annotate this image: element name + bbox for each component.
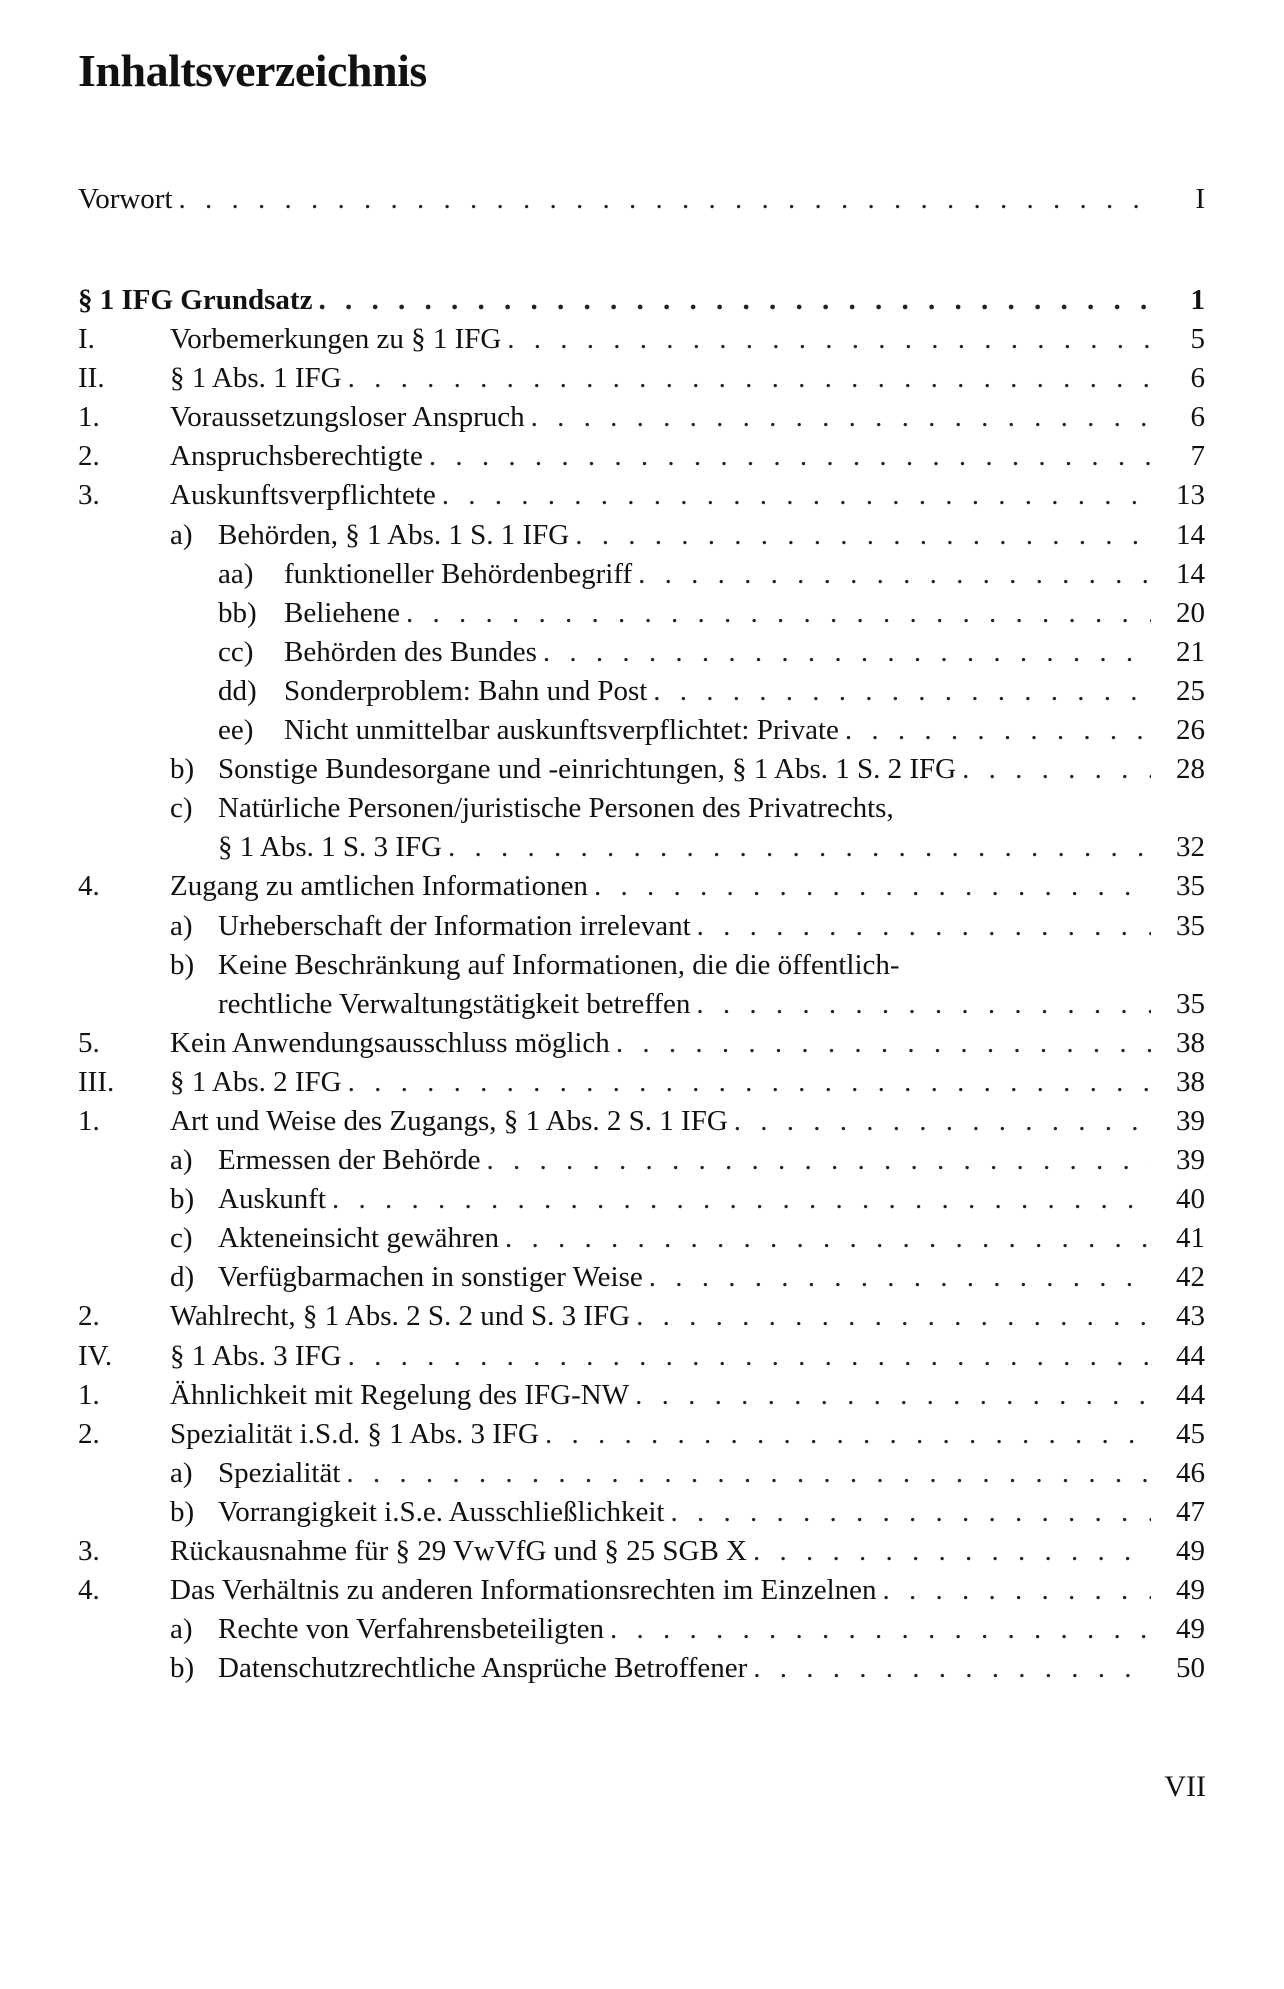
toc-entry-text: Auskunftsverpflichtete <box>170 479 436 512</box>
toc-entry <box>78 1610 1205 1649</box>
toc-entry-number: 2. <box>78 440 100 473</box>
toc-entry-page: 35 <box>1176 987 1205 1020</box>
toc-entry-number: ee) <box>218 714 254 747</box>
toc-entry-number: a) <box>170 1144 193 1177</box>
toc-entry-page: 6 <box>1190 401 1205 434</box>
toc-entry <box>78 281 1205 320</box>
toc-entry <box>78 1649 1205 1688</box>
toc-entry-number: 3. <box>78 1535 100 1567</box>
toc-entry <box>78 1219 1205 1258</box>
toc-entry <box>78 1493 1205 1532</box>
toc-entry-number: 3. <box>78 479 100 512</box>
toc-entry-text: Ermessen der Behörde <box>218 1144 481 1177</box>
toc-entry-text: § 1 Abs. 3 IFG <box>170 1339 342 1372</box>
dot-leader <box>845 711 1151 750</box>
toc-entry-text: Sonstige Bundesorgane und -einrichtungen, § 1 Abs. 1 S. 2 IFG <box>218 753 957 786</box>
toc-entry <box>78 555 1205 594</box>
toc-entry-page: 7 <box>1190 440 1205 473</box>
dot-leader <box>753 1532 1151 1571</box>
page-title: Inhaltsverzeichnis <box>78 45 427 96</box>
toc-entry-page: 25 <box>1176 674 1205 707</box>
dot-leader <box>332 1180 1151 1219</box>
toc-entry-page: 43 <box>1176 1300 1205 1333</box>
dot-leader <box>734 1102 1151 1141</box>
toc-entry-number: III. <box>78 1065 115 1098</box>
toc-entry <box>78 633 1205 672</box>
toc-entry <box>78 750 1205 789</box>
dot-leader <box>594 867 1151 906</box>
toc-entry-text: Kein Anwendungsausschluss möglich <box>170 1026 610 1059</box>
toc-entry-page: 47 <box>1176 1495 1205 1528</box>
toc-entry-text: Keine Beschränkung auf Informationen, die die öffentlich- <box>218 948 900 981</box>
toc-entry-text: § 1 Abs. 1 IFG <box>170 362 342 395</box>
toc-entry <box>78 1532 1205 1571</box>
dot-leader <box>507 320 1151 359</box>
toc-entry-page: 40 <box>1176 1183 1205 1216</box>
dot-leader <box>318 281 1151 320</box>
toc-entry-number: bb) <box>218 596 257 629</box>
dot-leader <box>753 1649 1151 1688</box>
toc-entry-number: 4. <box>78 870 100 903</box>
toc-entry-number: 1. <box>78 1378 100 1411</box>
toc-entry-number: 2. <box>78 1417 100 1450</box>
toc-entry-text: Rückausnahme für § 29 VwVfG und § 25 SGB X <box>170 1535 747 1567</box>
toc-entry-page: 20 <box>1176 596 1205 629</box>
toc-entry <box>78 1024 1205 1063</box>
toc-entry-page: 35 <box>1176 909 1205 942</box>
toc-entry-text: Beliehene <box>284 596 400 629</box>
toc-entry <box>78 946 1205 985</box>
dot-leader <box>653 672 1151 711</box>
toc-entry-number: b) <box>170 1652 195 1685</box>
toc-entry-number: d) <box>170 1261 195 1294</box>
toc-entry-number: a) <box>170 1613 193 1646</box>
toc-entry-page: 26 <box>1176 714 1205 747</box>
dot-leader <box>348 1063 1151 1102</box>
toc-entry-text: Verfügbarmachen in sonstiger Weise <box>218 1261 643 1294</box>
dot-leader <box>697 907 1151 946</box>
toc-entry-text: Spezialität i.S.d. § 1 Abs. 3 IFG <box>170 1417 539 1450</box>
toc-entry <box>78 1337 1205 1376</box>
toc-entry-text: § 1 Abs. 2 IFG <box>170 1065 342 1098</box>
toc-entry-number: a) <box>170 909 193 942</box>
toc-entry-number: cc) <box>218 635 254 668</box>
toc-entry <box>78 672 1205 711</box>
toc-entry-page: 44 <box>1176 1339 1205 1372</box>
toc-entry <box>78 711 1205 750</box>
toc-entry-vorwort <box>78 180 1205 219</box>
toc-entry-number: b) <box>170 753 195 786</box>
toc-entry <box>78 1454 1205 1493</box>
dot-leader <box>636 1297 1151 1336</box>
toc-entry-page: 28 <box>1176 753 1205 786</box>
toc-entry <box>78 594 1205 633</box>
toc-entry <box>78 1180 1205 1219</box>
toc-entry-page: 39 <box>1176 1104 1205 1137</box>
toc-entry-page: 42 <box>1176 1261 1205 1294</box>
toc-entry <box>78 1571 1205 1610</box>
toc-vorwort <box>78 180 1205 219</box>
dot-leader <box>505 1219 1151 1258</box>
toc-entry-page: 45 <box>1176 1417 1205 1450</box>
dot-leader <box>531 398 1151 437</box>
dot-leader <box>649 1258 1151 1297</box>
toc-entry-page: 21 <box>1176 635 1205 668</box>
dot-leader <box>487 1141 1151 1180</box>
toc-entry-text: Sonderproblem: Bahn und Post <box>284 674 648 707</box>
toc-entry-page: 1 <box>1190 284 1205 316</box>
toc-entry-number: I. <box>78 323 95 356</box>
dot-leader <box>575 516 1151 555</box>
toc-entry-page: 13 <box>1176 479 1205 512</box>
toc-entry-page: 49 <box>1176 1613 1205 1646</box>
dot-leader <box>406 594 1151 633</box>
toc-entry-text: Ähnlichkeit mit Regelung des IFG-NW <box>170 1378 630 1411</box>
toc-entry-text: Behörden, § 1 Abs. 1 S. 1 IFG <box>218 518 570 551</box>
toc-entry-text: Behörden des Bundes <box>284 635 537 668</box>
dot-leader <box>635 1376 1151 1415</box>
toc-entry-text: Natürliche Personen/juristische Personen des Privatrechts, <box>218 792 894 825</box>
toc-entry-page: I <box>1195 183 1205 215</box>
toc-entry-text: Anspruchsberechtigte <box>170 440 423 473</box>
toc-entry <box>78 1063 1205 1102</box>
toc-entry <box>78 1258 1205 1297</box>
toc-entry-page: 50 <box>1176 1652 1205 1685</box>
toc-entry-text: § 1 IFG Grundsatz <box>78 284 313 316</box>
dot-leader <box>962 750 1151 789</box>
dot-leader <box>348 1337 1151 1376</box>
toc-entry <box>78 398 1205 437</box>
toc-entry-page: 5 <box>1190 323 1205 356</box>
toc-entry <box>78 867 1205 906</box>
toc-entry-text: Zugang zu amtlichen Informationen <box>170 870 588 903</box>
toc-entry <box>78 1297 1205 1336</box>
dot-leader <box>670 1493 1151 1532</box>
toc-entry <box>78 320 1205 359</box>
dot-leader <box>545 1415 1151 1454</box>
toc-entry <box>78 1102 1205 1141</box>
toc-entry-page: 49 <box>1176 1574 1205 1607</box>
toc-entry-page: 44 <box>1176 1378 1205 1411</box>
toc-entry-number: 5. <box>78 1026 100 1059</box>
toc-entry-number: b) <box>170 1183 195 1216</box>
dot-leader <box>348 359 1151 398</box>
toc-entry-page: 39 <box>1176 1144 1205 1177</box>
toc-entry-text: funktioneller Behördenbegriff <box>284 557 633 590</box>
toc-entry-number: 2. <box>78 1300 100 1333</box>
toc-entry <box>78 985 1205 1024</box>
dot-leader <box>442 476 1151 515</box>
toc-entry-text: Akteneinsicht gewähren <box>218 1222 500 1255</box>
toc-entry <box>78 476 1205 515</box>
dot-leader <box>179 180 1151 219</box>
dot-leader <box>616 1024 1151 1063</box>
toc-entry <box>78 359 1205 398</box>
toc-entry-page: 14 <box>1176 557 1205 590</box>
toc-entry-text: Datenschutzrechtliche Ansprüche Betroffener <box>218 1652 748 1685</box>
toc-entry <box>78 828 1205 867</box>
toc-entry <box>78 907 1205 946</box>
toc-entry-text: Art und Weise des Zugangs, § 1 Abs. 2 S. 1 IFG <box>170 1104 728 1137</box>
toc-entry-page: 32 <box>1176 831 1205 864</box>
toc-entry-text: Vorbemerkungen zu § 1 IFG <box>170 323 502 356</box>
dot-leader <box>610 1610 1151 1649</box>
toc-entry-number: c) <box>170 792 193 825</box>
dot-leader <box>696 985 1151 1024</box>
toc-entry-number: 1. <box>78 401 100 434</box>
dot-leader <box>448 828 1151 867</box>
dot-leader <box>638 555 1151 594</box>
toc-entry-text: Rechte von Verfahrensbeteiligten <box>218 1613 604 1646</box>
toc-entry <box>78 437 1205 476</box>
toc-entry-text: Auskunft <box>218 1183 326 1216</box>
toc-entry-text: Spezialität <box>218 1456 341 1489</box>
toc-entry-page: 38 <box>1176 1026 1205 1059</box>
toc-entry-number: dd) <box>218 674 257 707</box>
toc-entry-number: a) <box>170 518 193 551</box>
toc-entry-number: 1. <box>78 1104 100 1137</box>
table-of-contents <box>78 281 1205 1688</box>
dot-leader <box>883 1571 1152 1610</box>
toc-entry-page: 35 <box>1176 870 1205 903</box>
toc-entry-page: 46 <box>1176 1456 1205 1489</box>
toc-entry-number: 4. <box>78 1574 100 1607</box>
toc-entry-text: Voraussetzungsloser Anspruch <box>170 401 525 434</box>
toc-entry-text: Wahlrecht, § 1 Abs. 2 S. 2 und S. 3 IFG <box>170 1300 631 1333</box>
toc-entry-text: Nicht unmittelbar auskunftsverpflichtet: Private <box>284 714 839 747</box>
page-number: VII <box>1164 1770 1206 1803</box>
toc-entry-number: b) <box>170 948 195 981</box>
toc-entry <box>78 789 1205 828</box>
toc-entry-page: 49 <box>1176 1535 1205 1567</box>
toc-entry-page: 41 <box>1176 1222 1205 1255</box>
toc-entry-number: II. <box>78 362 105 395</box>
dot-leader <box>346 1454 1151 1493</box>
toc-entry <box>78 1141 1205 1180</box>
toc-entry <box>78 516 1205 555</box>
toc-entry <box>78 1415 1205 1454</box>
toc-entry-page: 38 <box>1176 1065 1205 1098</box>
dot-leader <box>429 437 1151 476</box>
toc-entry-text: Urheberschaft der Information irrelevant <box>218 909 691 942</box>
toc-entry-number: b) <box>170 1495 195 1528</box>
toc-entry-page: 6 <box>1190 362 1205 395</box>
toc-entry-number: c) <box>170 1222 193 1255</box>
toc-entry-number: a) <box>170 1456 193 1489</box>
toc-entry-text: § 1 Abs. 1 S. 3 IFG <box>218 831 442 864</box>
toc-entry-text: Das Verhältnis zu anderen Informationsrechten im Einzelnen <box>170 1574 877 1607</box>
toc-entry-number: IV. <box>78 1339 113 1372</box>
toc-entry-text: Vorwort <box>78 183 173 215</box>
toc-entry-page: 14 <box>1176 518 1205 551</box>
toc-entry-text: rechtliche Verwaltungstätigkeit betreffen <box>218 987 691 1020</box>
dot-leader <box>543 633 1151 672</box>
toc-entry <box>78 1376 1205 1415</box>
toc-entry-number: aa) <box>218 557 254 590</box>
toc-entry-text: Vorrangigkeit i.S.e. Ausschließlichkeit <box>218 1495 665 1528</box>
